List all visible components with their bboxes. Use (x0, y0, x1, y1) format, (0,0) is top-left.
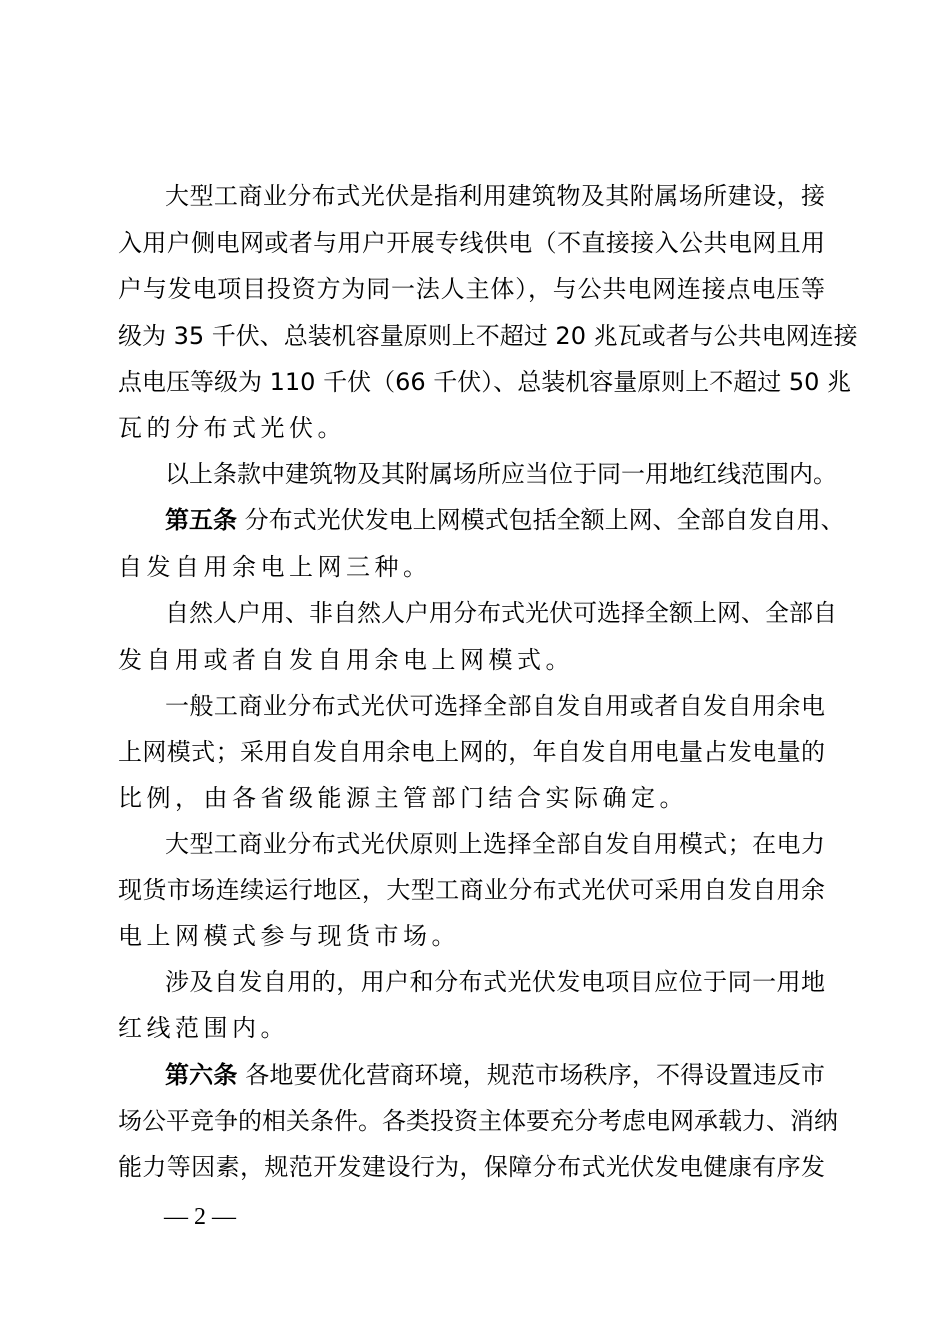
text-line: 涉及自发自用的，用户和分布式光伏发电项目应位于同一用地 (165, 968, 825, 996)
text-line: 大型工商业分布式光伏是指利用建筑物及其附属场所建设，接 (165, 182, 825, 210)
page-number: — 2 — (164, 1204, 236, 1230)
text-line: 以上条款中建筑物及其附属场所应当位于同一用地红线范围内。 (165, 460, 837, 488)
text-line: 现货市场连续运行地区，大型工商业分布式光伏可采用自发自用余 (118, 876, 825, 904)
text-line: 户与发电项目投资方为同一法人主体），与公共电网连接点电压等 (118, 275, 825, 303)
text-line: 红线范围内。 (118, 1014, 289, 1042)
text-line: 电上网模式参与现货市场。 (118, 922, 460, 950)
article-6-first-line (165, 1055, 825, 1095)
text-line: 级为 35 千伏、总装机容量原则上不超过 20 兆瓦或者与公共电网连接 (118, 322, 858, 350)
text-span: 各地要优化营商环境，规范市场秩序，不得设置违反市 (237, 1061, 825, 1089)
text-line: 大型工商业分布式光伏原则上选择全部自发自用模式；在电力 (165, 830, 825, 858)
text-line: 能力等因素，规范开发建设行为，保障分布式光伏发电健康有序发 (118, 1153, 825, 1181)
text-line: 入用户侧电网或者与用户开展专线供电（不直接接入公共电网且用 (118, 229, 825, 257)
text-line: 一般工商业分布式光伏可选择全部自发自用或者自发自用余电 (165, 692, 825, 720)
article-heading-5: 第五条 (165, 506, 237, 534)
text-span: 分布式光伏发电上网模式包括全额上网、全部自发自用、 (237, 506, 845, 534)
text-line: 发自用或者自发自用余电上网模式。 (118, 646, 574, 674)
article-heading-6: 第六条 (165, 1061, 238, 1089)
text-line: 瓦的分布式光伏。 (118, 414, 346, 442)
text-line: 比例，由各省级能源主管部门结合实际确定。 (118, 784, 688, 812)
text-line: 点电压等级为 110 千伏（66 千伏）、总装机容量原则上不超过 50 兆 (118, 368, 852, 396)
text-line: 自然人户用、非自然人户用分布式光伏可选择全额上网、全部自 (165, 599, 837, 627)
text-line: 上网模式；采用自发自用余电上网的，年自发自用电量占发电量的 (118, 738, 825, 766)
text-line: 场公平竞争的相关条件。各类投资主体要充分考虑电网承载力、消纳 (118, 1107, 838, 1135)
article-5-first-line (165, 500, 845, 540)
text-line: 自发自用余电上网三种。 (118, 553, 432, 581)
